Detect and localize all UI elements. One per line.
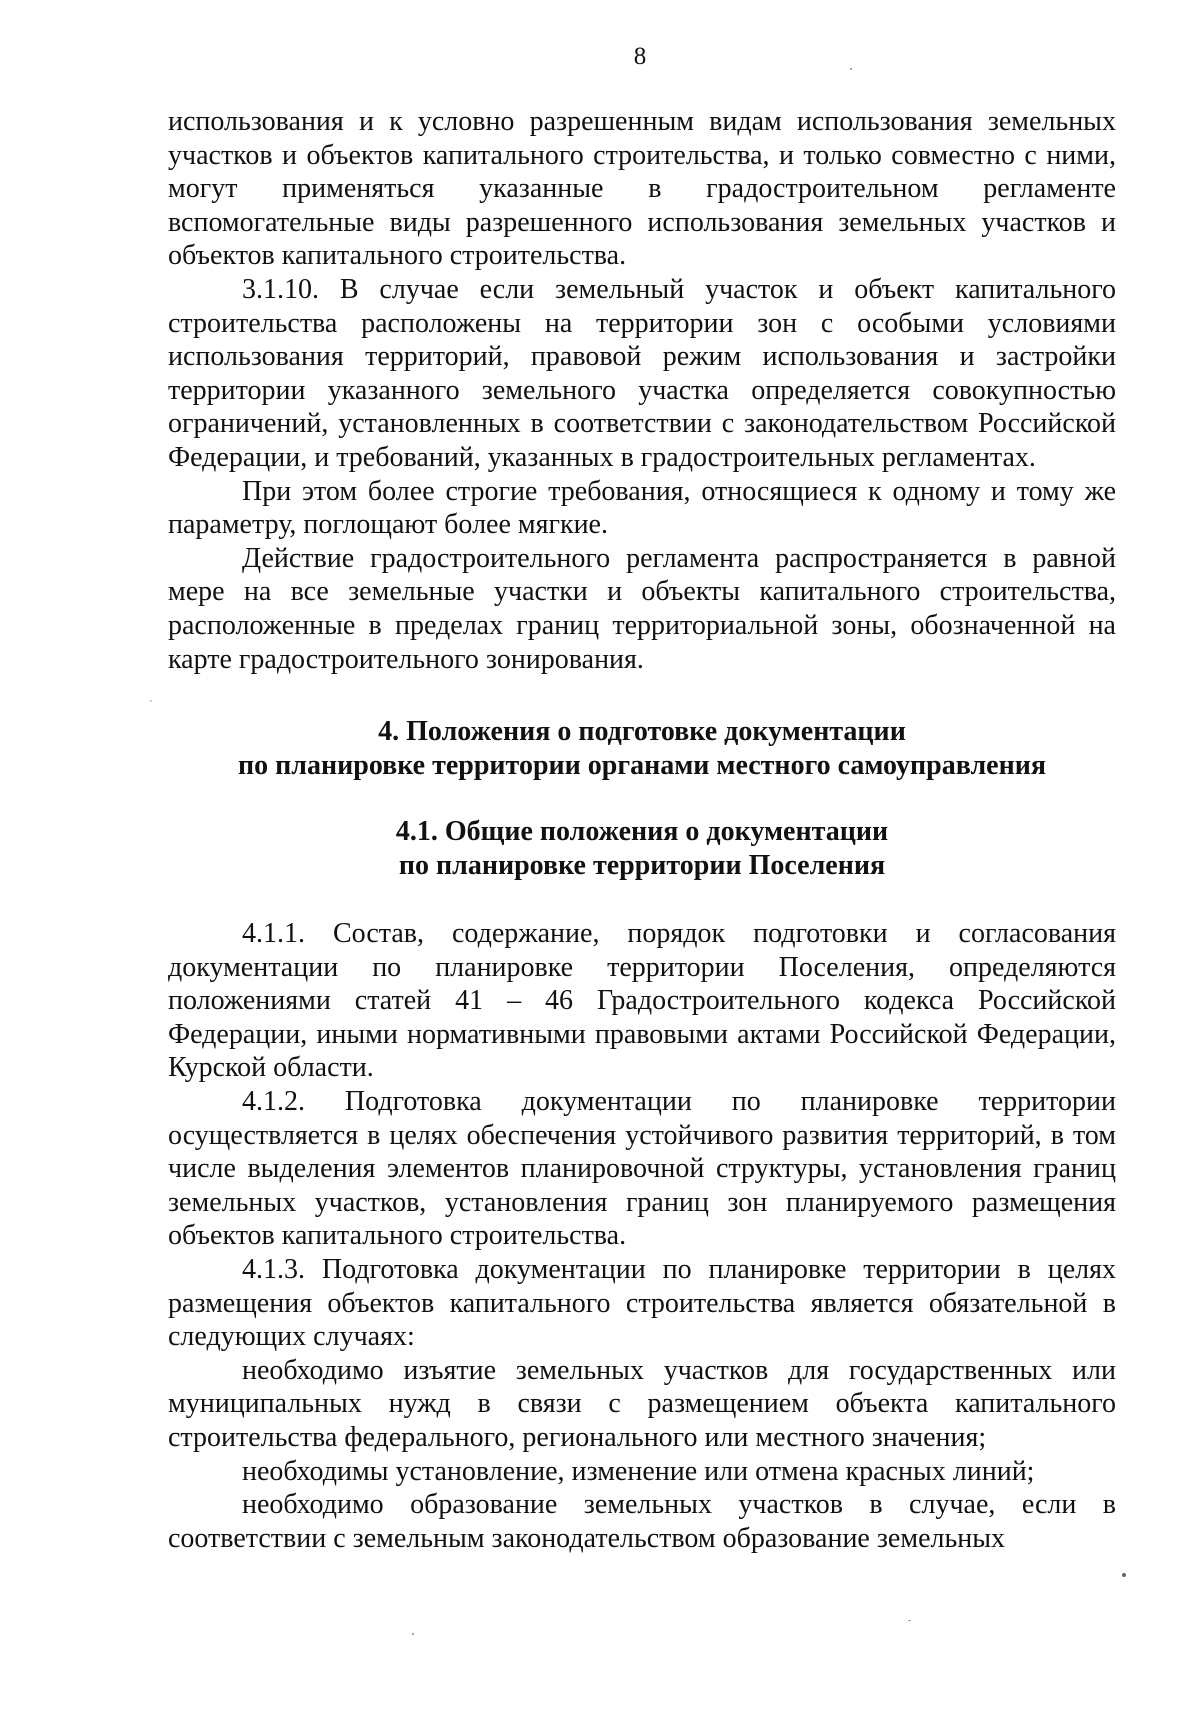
paragraph-regulation-scope: Действие градостроительного регламента распространяется в равной мере на все земельные участки и объекты капитального строительства, расположенные в пределах границ территориальной зоны, обозначенной на карте градостроительного зонирования. xyxy=(168,542,1116,675)
paragraph-strict-requirements: При этом более строгие требования, относящиеся к одному и тому же параметру, поглощают более мягкие. xyxy=(168,475,1116,541)
list-item-land-seizure: необходимо изъятие земельных участков для государственных или муниципальных нужд в связи с размещением объекта капитального строительства федерального, регионального или местного значения; xyxy=(168,1354,1116,1453)
subsection-heading xyxy=(168,815,1116,883)
page-number: 8 xyxy=(633,43,647,70)
paragraph-continuation: использования и к условно разрешенным видам использования земельных участков и объектов капитального строительства, и только совместно с ними, могут применяться указанные в градостроительном регламенте вспомогательные виды разрешенного использования земельных участков и объектов капитального строительства. xyxy=(168,106,1116,272)
section-heading xyxy=(168,715,1116,783)
paragraph-4-1-3: 4.1.3. Подготовка документации по планировке территории в целях размещения объектов капитального строительства является обязательной в следующих случаях: xyxy=(168,1254,1116,1353)
section-heading-line-1: 4. Положения о подготовке документации xyxy=(378,716,906,748)
scan-speck xyxy=(850,68,852,70)
scan-speck xyxy=(412,1633,414,1635)
scan-speck xyxy=(1122,1573,1126,1577)
subsection-heading-line-1: 4.1. Общие положения о документации xyxy=(395,816,889,848)
list-item-land-formation: необходимо образование земельных участков в случае, если в соответствии с земельным законодательством образование земельных xyxy=(168,1489,1116,1554)
scan-speck xyxy=(908,1620,911,1621)
paragraph-4-1-2: 4.1.2. Подготовка документации по планировке территории осуществляется в целях обеспечения устойчивого развития территорий, в том числе выделения элементов планировочной структуры, установления границ земельных участков, установления границ зон планируемого размещения объектов капитального строительства. xyxy=(168,1086,1116,1252)
section-heading-line-2: по планировке территории органами местного самоуправления xyxy=(238,750,1046,782)
subsection-heading-line-2: по планировке территории Поселения xyxy=(398,850,886,882)
scan-speck xyxy=(150,700,152,702)
document-body xyxy=(168,105,1116,1555)
list-item-red-lines: необходимы установление, изменение или отмена красных линий; xyxy=(242,1455,1035,1487)
paragraph-3-1-10: 3.1.10. В случае если земельный участок и объект капитального строительства расположены на территории зон с особыми условиями использования территорий, правовой режим использования и застройки территории указанного земельного участка определяется совокупностью ограничений, установленных в соответствии с законодательством Российской Федерации, и требований, указанных в градостроительных регламентах. xyxy=(168,273,1116,473)
paragraph-4-1-1: 4.1.1. Состав, содержание, порядок подготовки и согласования документации по планировке территории Поселения, определяются положениями статей 41 – 46 Градостроительного кодекса Российской Федерации, иными нормативными правовыми актами Российской Федерации, Курской области. xyxy=(168,918,1116,1084)
